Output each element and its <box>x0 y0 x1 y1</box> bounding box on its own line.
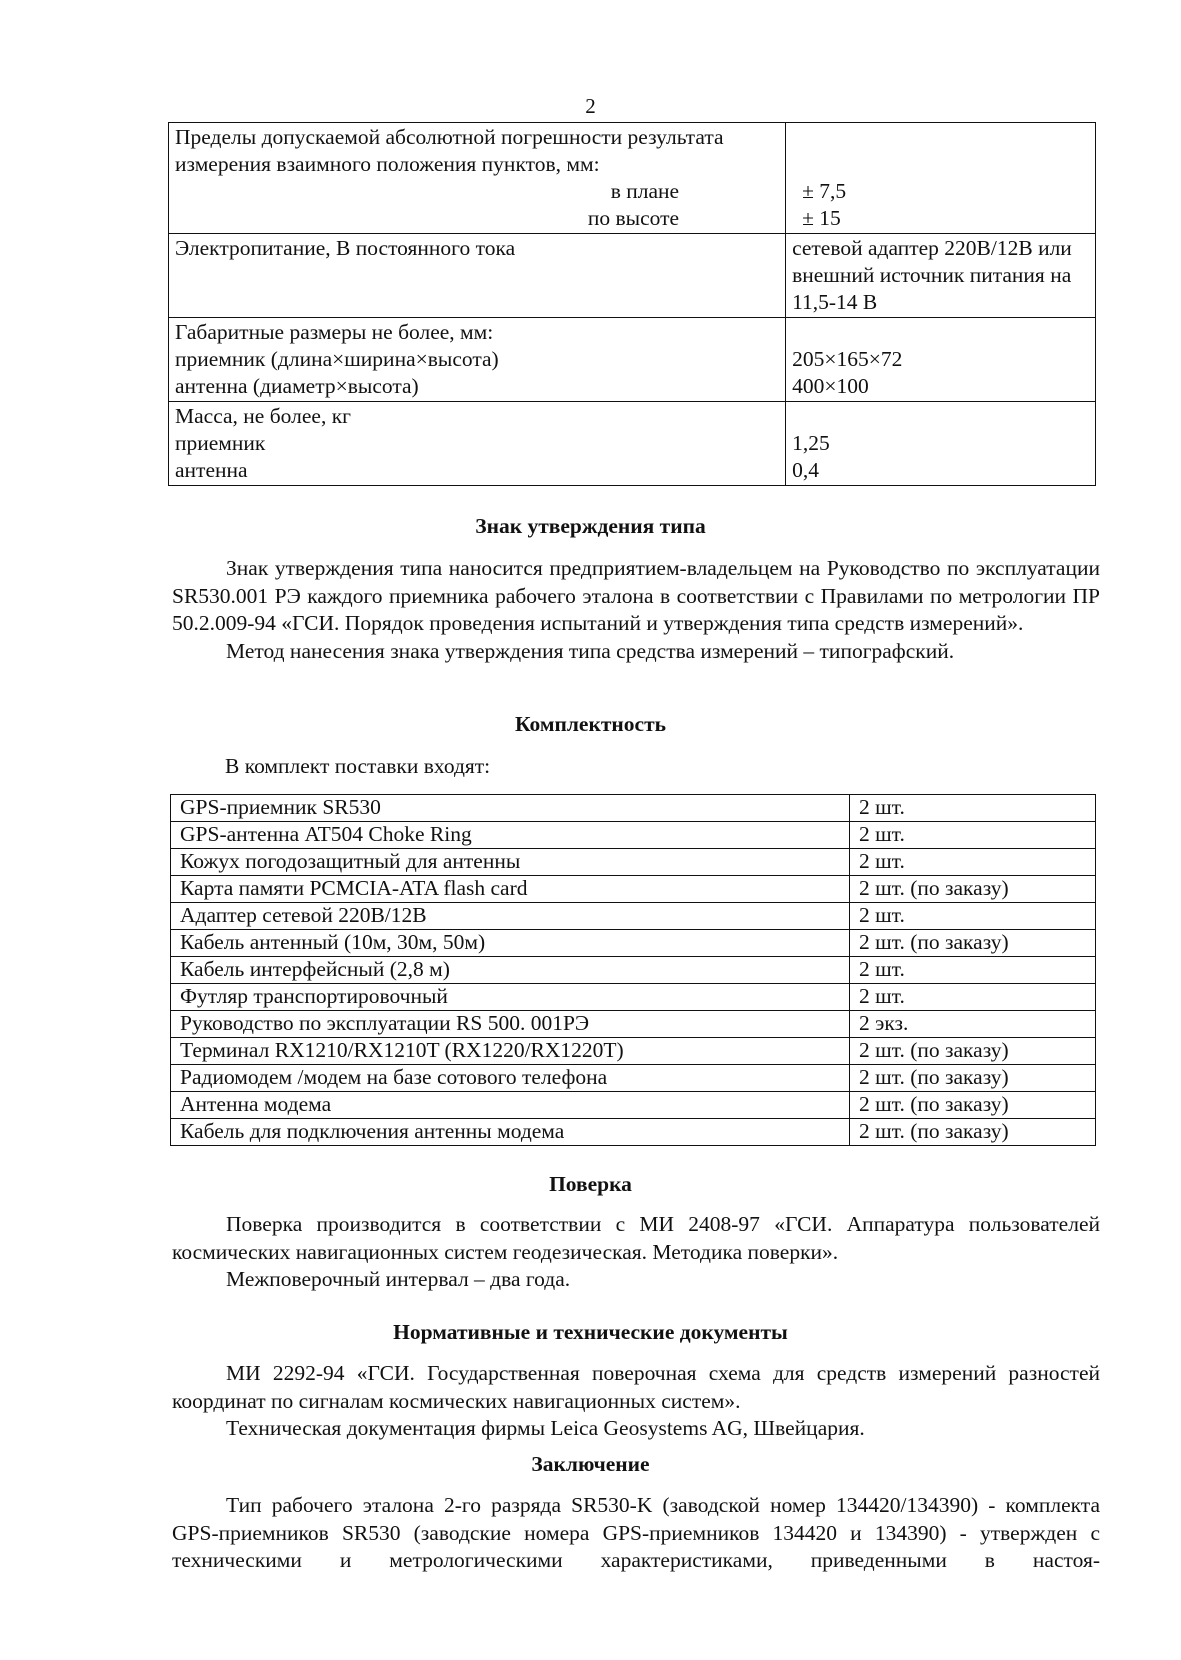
spec-value <box>792 124 1089 151</box>
kit-item-qty: 2 экз. <box>850 1011 1096 1038</box>
kit-row <box>171 1065 1096 1092</box>
spec-cell-label <box>169 123 786 234</box>
paragraph: Межповерочный интервал – два года. <box>226 1267 571 1292</box>
kit-item-qty: 2 шт. <box>850 822 1096 849</box>
kit-row <box>171 1092 1096 1119</box>
spec-row-mass <box>169 402 1096 486</box>
spec-row-dimensions <box>169 318 1096 402</box>
page-number: 2 <box>585 94 596 118</box>
spec-value: 400×100 <box>792 374 869 398</box>
kit-item-name: Руководство по эксплуатации RS 500. 001РЭ <box>171 1011 850 1038</box>
spec-text: Масса, не более, кг <box>175 404 351 428</box>
paragraph: МИ 2292-94 «ГСИ. Государственная поверочная схема для средств измерений разностей координат по сигналам космических навигационных систем». <box>172 1361 1100 1413</box>
kit-item-name: Кабель антенный (10м, 30м, 50м) <box>171 930 850 957</box>
kit-row <box>171 1011 1096 1038</box>
spec-cell-value <box>786 318 1096 402</box>
spec-row-power <box>169 234 1096 318</box>
kit-row <box>171 822 1096 849</box>
spec-text: измерения взаимного положения пунктов, мм: <box>175 152 600 176</box>
kit-item-qty: 2 шт. <box>850 849 1096 876</box>
spec-text: антенна (диаметр×высота) <box>175 374 419 398</box>
section-title-verification: Поверка <box>549 1172 632 1196</box>
spec-text: приемник <box>175 431 266 455</box>
spec-cell-label <box>169 402 786 486</box>
kit-item-qty: 2 шт. <box>850 795 1096 822</box>
spec-value <box>792 403 1089 430</box>
spec-cell-label <box>169 234 786 318</box>
kit-item-name: Адаптер сетевой 220В/12В <box>171 903 850 930</box>
section-title-completeness: Комплектность <box>514 712 667 736</box>
kit-item-qty: 2 шт. (по заказу) <box>850 876 1096 903</box>
spec-text: приемник (длина×ширина×высота) <box>175 347 499 371</box>
kit-item-name: Кабель для подключения антенны модема <box>171 1119 850 1146</box>
spec-value: 205×165×72 <box>792 347 903 371</box>
spec-text: антенна <box>175 458 248 482</box>
paragraph: Тип рабочего эталона 2-го разряда SR530-K (заводской номер 134420/134390) - комплекта GPS-приемников SR530 (заводские номера GPS-приемников 134420 и 134390) - утвержден с техническими и метрологическими характеристиками, приведенными в настоя- <box>172 1493 1100 1573</box>
kit-row <box>171 1038 1096 1065</box>
spec-text: Габаритные размеры не более, мм: <box>175 320 494 344</box>
kit-table <box>170 794 1096 1146</box>
kit-row <box>171 957 1096 984</box>
kit-item-name: Кожух погодозащитный для антенны <box>171 849 850 876</box>
spec-text: Пределы допускаемой абсолютной погрешности результата <box>175 125 724 149</box>
kit-item-name: Карта памяти PCMCIA-ATA flash card <box>171 876 850 903</box>
spec-value <box>792 319 1089 346</box>
spec-cell-value <box>786 234 1096 318</box>
kit-row <box>171 984 1096 1011</box>
spec-value: ± 15 <box>802 206 841 230</box>
spec-value <box>792 151 1089 178</box>
kit-row <box>171 795 1096 822</box>
kit-row <box>171 849 1096 876</box>
kit-item-qty: 2 шт. (по заказу) <box>850 1119 1096 1146</box>
spec-text: в плане <box>610 179 680 203</box>
spec-value: ± 7,5 <box>802 179 847 203</box>
conclusion-text <box>172 1492 1100 1575</box>
spec-value: 0,4 <box>792 458 819 482</box>
spec-value: 11,5-14 В <box>792 290 878 314</box>
kit-item-name: GPS-антенна AT504 Choke Ring <box>171 822 850 849</box>
section-title-approval-mark: Знак утверждения типа <box>475 514 706 538</box>
kit-item-name: GPS-приемник SR530 <box>171 795 850 822</box>
section-title-normative-docs: Нормативные и технические документы <box>393 1320 788 1344</box>
kit-row <box>171 930 1096 957</box>
paragraph: Поверка производится в соответствии с МИ 2408-97 «ГСИ. Аппаратура пользователей космических навигационных систем геодезическая. Методика поверки». <box>172 1212 1100 1264</box>
paragraph: Метод нанесения знака утверждения типа средства измерений – типографский. <box>226 638 955 663</box>
kit-item-qty: 2 шт. (по заказу) <box>850 1092 1096 1119</box>
kit-item-name: Терминал RX1210/RX1210T (RX1220/RX1220T) <box>171 1038 850 1065</box>
kit-intro: В комплект поставки входят: <box>225 754 491 778</box>
kit-item-name: Радиомодем /модем на базе сотового телефона <box>171 1065 850 1092</box>
spec-row-accuracy <box>169 123 1096 234</box>
kit-item-name: Футляр транспортировочный <box>171 984 850 1011</box>
kit-row <box>171 903 1096 930</box>
spec-text: Электропитание, В постоянного тока <box>175 236 516 260</box>
kit-item-qty: 2 шт. (по заказу) <box>850 1065 1096 1092</box>
verification-text <box>172 1211 1100 1294</box>
spec-cell-label <box>169 318 786 402</box>
spec-table <box>168 122 1096 486</box>
kit-item-qty: 2 шт. <box>850 903 1096 930</box>
kit-item-qty: 2 шт. <box>850 957 1096 984</box>
spec-value: сетевой адаптер 220В/12В или <box>792 236 1072 260</box>
normative-docs-text <box>172 1360 1100 1443</box>
kit-item-name: Антенна модема <box>171 1092 850 1119</box>
kit-row <box>171 876 1096 903</box>
kit-item-qty: 2 шт. (по заказу) <box>850 1038 1096 1065</box>
kit-item-qty: 2 шт. <box>850 984 1096 1011</box>
kit-item-name: Кабель интерфейсный (2,8 м) <box>171 957 850 984</box>
paragraph: Техническая документация фирмы Leica Geosystems AG, Швейцария. <box>226 1416 865 1441</box>
spec-value: внешний источник питания на <box>792 263 1072 287</box>
spec-text: по высоте <box>587 206 680 230</box>
spec-cell-value <box>786 123 1096 234</box>
section-title-conclusion: Заключение <box>531 1452 650 1476</box>
approval-mark-text <box>172 555 1100 665</box>
paragraph: Знак утверждения типа наносится предприятием-владельцем на Руководство по эксплуатации SR530.001 РЭ каждого приемника рабочего эталона в соответствии с Правилами по метрологии ПР 50.2.009-94 «ГСИ. Порядок проведения испытаний и утверждения типа средств измерений». <box>172 556 1100 636</box>
kit-item-qty: 2 шт. (по заказу) <box>850 930 1096 957</box>
spec-cell-value <box>786 402 1096 486</box>
kit-row <box>171 1119 1096 1146</box>
spec-value: 1,25 <box>792 431 830 455</box>
